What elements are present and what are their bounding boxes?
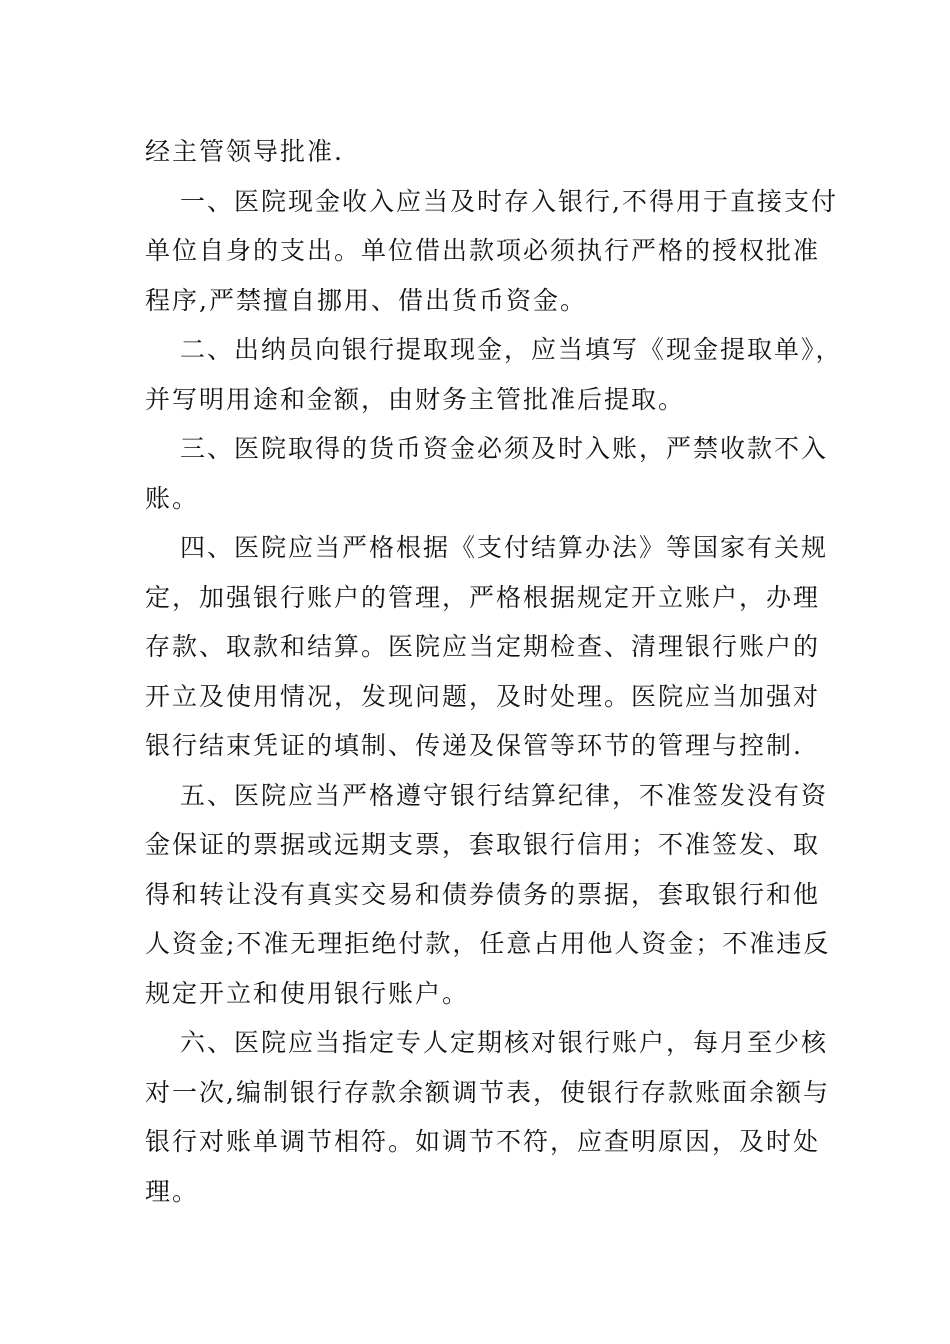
text-line: 存款、取款和结算。医院应当定期检查、清理银行账户的: [145, 632, 821, 661]
text-line: 规定开立和使用银行账户。: [145, 978, 470, 1008]
text-line: 金保证的票据或远期支票，套取银行信用；不准签发、取: [145, 830, 821, 859]
text-line: 账。: [145, 483, 200, 513]
paragraph-one-line: 一、医院现金收入应当及时存入银行,不得用于直接支付: [180, 186, 838, 216]
text-line: 单位自身的支出。单位借出款项必须执行严格的授权批准: [145, 236, 821, 265]
paragraph-four-line: 四、医院应当严格根据《支付结算办法》等国家有关规: [180, 533, 829, 562]
document-body: [145, 127, 843, 1216]
text-line: 并写明用途和金额，由财务主管批准后提取。: [145, 384, 686, 414]
text-line: 理。: [145, 1176, 200, 1206]
text-line: 得和转让没有真实交易和债券债务的票据，套取银行和他: [145, 879, 821, 909]
text-line: 银行对账单调节相符。如调节不符，应查明原因，及时处: [145, 1127, 821, 1156]
text-line: 经主管领导批准.: [145, 137, 344, 166]
paragraph-three-line: 三、医院取得的货币资金必须及时入账，严禁收款不入: [180, 434, 829, 463]
paragraph-two-line: 二、出纳员向银行提取现金，应当填写《现金提取单》，: [180, 335, 843, 364]
text-line: 人资金;不准无理拒绝付款，任意占用他人资金；不准违反: [145, 929, 831, 958]
text-line: 开立及使用情况，发现问题，及时处理。医院应当加强对: [145, 681, 821, 711]
text-line: 程序,严禁擅自挪用、借出货币资金。: [145, 285, 587, 315]
text-line: 对一次,编制银行存款余额调节表，使银行存款账面余额与: [145, 1077, 830, 1107]
text-line: 银行结束凭证的填制、传递及保管等环节的管理与控制.: [145, 731, 803, 760]
paragraph-five-line: 五、医院应当严格遵守银行结算纪律，不准签发没有资: [180, 780, 829, 810]
paragraph-six-line: 六、医院应当指定专人定期核对银行账户，每月至少核: [180, 1028, 829, 1057]
text-line: 定，加强银行账户的管理，严格根据规定开立账户，办理: [145, 582, 821, 612]
